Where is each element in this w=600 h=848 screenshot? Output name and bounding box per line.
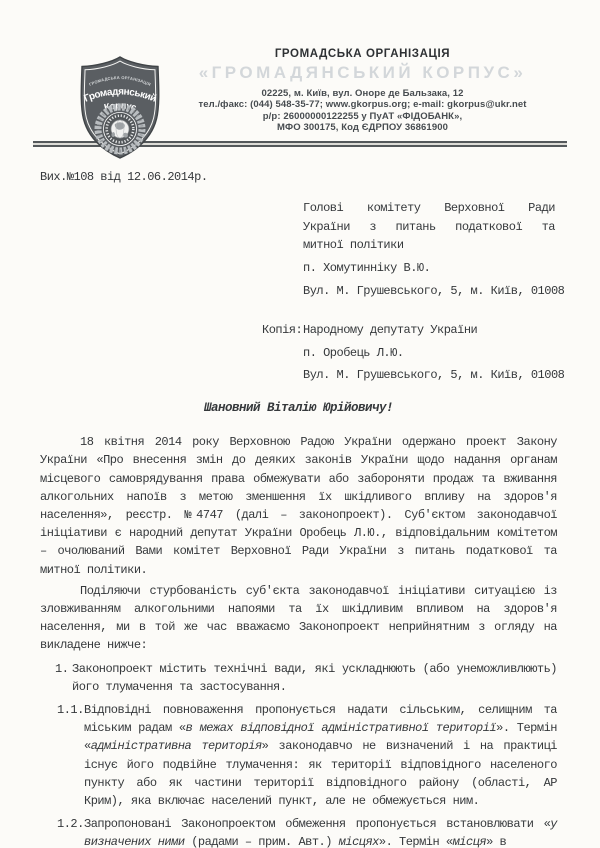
salutation: Шановний Віталію Юрійовичу!: [203, 401, 394, 416]
copy-recipient-address: Вул. М. Грушевського, 5, м. Київ, 01008: [303, 367, 565, 382]
logo-name-line2: Корпус: [103, 100, 138, 114]
org-address: [168, 88, 557, 133]
copy-recipient-block: [262, 321, 565, 384]
copy-recipient-title: Народному депутату України: [303, 323, 478, 338]
list-item-number: 1.2.: [57, 817, 84, 832]
recipient-address: Вул. М. Грушевського, 5, м. Київ, 01008: [303, 284, 565, 299]
letter-body: [40, 433, 557, 654]
list-item-number: 1.1.: [57, 703, 84, 718]
numbered-arguments-list: [40, 660, 557, 848]
reference-number: Вих.№108 від 12.06.2014р.: [40, 170, 208, 185]
body-paragraph: Поділяючи стурбованість суб'єкта законодавчої ініціативи ситуацією із зловживанням алкогольними напоями та їх шкідливим впливом на здоров'я населення, ми в той же час вважаємо Законопроект неприйнятним з огляду на викладене нижче:: [40, 583, 557, 653]
list-item-1-1: [40, 701, 557, 810]
copy-label: Копія:: [262, 323, 303, 338]
copy-spacer: [262, 366, 303, 384]
logo-name-line1: Громадянський: [82, 86, 158, 105]
recipient-title-line: Голові комітету Верховної Ради: [303, 201, 555, 216]
org-name: «ГРОМАДЯНСЬКИЙ КОРПУС»: [198, 63, 527, 82]
list-item-number: 1.: [55, 661, 69, 676]
org-type: ГРОМАДСЬКА ОРГАНІЗАЦІЯ: [274, 48, 451, 60]
copy-recipient-person: п. Оробець Л.Ю.: [303, 345, 404, 360]
recipient-title-line: України з питань податкової та: [303, 219, 555, 234]
list-item-text: Запропоновані Законопроектом обмеження пропонується встановлювати «у визначених ними (радами – прим. Авт.) місцях». Термін «місця» в: [84, 817, 557, 848]
org-emblem-logo: [72, 55, 168, 161]
letterhead: [168, 48, 557, 133]
logo-arc-text: ГРОМАДСЬКА ОРГАНІЗАЦІЯ: [88, 74, 152, 87]
body-paragraph: 18 квітня 2014 року Верховною Радою України одержано проект Закону України «Про внесення змін до деяких законів України щодо надання органам місцевого самоврядування права обмежувати або забороняти продаж та вживання алкогольних напоїв з метою зменшення їх шкідливого впливу на здоров'я населення», реєстр. №4747 (далі – законопроект). Суб'єктом законодавчої ініціативи є народний депутат України Оробець Л.Ю., відповідальним комітетом – очолюваний Вами комітет Верховної Ради України з питань податкової та митної політики.: [40, 435, 557, 577]
list-item-text: Відповідні повноваження пропонується надати сільським, селищним та міським радам «в межах відповідної адміністративної території». Термін «адміністративна територія» законодавчо не визначений і на практиці існує його подвійне тлумачення: як території відповідного населеного пункту або як частини території відповідного району (області, АР Крим), яка включає населений пункт, але не обмежується ним.: [84, 703, 558, 809]
list-item-text: Законопроект містить технічні вади, які ускладнюють (або унеможливлюють) його тлумачення та застосування.: [72, 661, 557, 694]
copy-spacer: [262, 344, 303, 362]
list-item-1-2: [40, 815, 557, 848]
org-address-line: р/р: 26000000122255 у ПуАТ «ФІДОБАНК»,: [262, 110, 463, 122]
recipient-title-line: митної політики: [303, 237, 404, 252]
org-address-line: 02225, м. Київ, вул. Оноре де Бальзака, 12: [261, 88, 464, 99]
list-item-1: [40, 660, 557, 696]
org-address-line: МФО 300175, Код ЄДРПОУ 36861900: [277, 121, 448, 133]
recipient-title: [303, 199, 555, 254]
recipient-block: [303, 199, 565, 300]
recipient-person: п. Хомутинніку В.Ю.: [303, 261, 431, 275]
org-address-line: тел./факс: (044) 548-35-77; www.gkorpus.org; e-mail: gkorpus@ukr.net: [198, 99, 527, 111]
